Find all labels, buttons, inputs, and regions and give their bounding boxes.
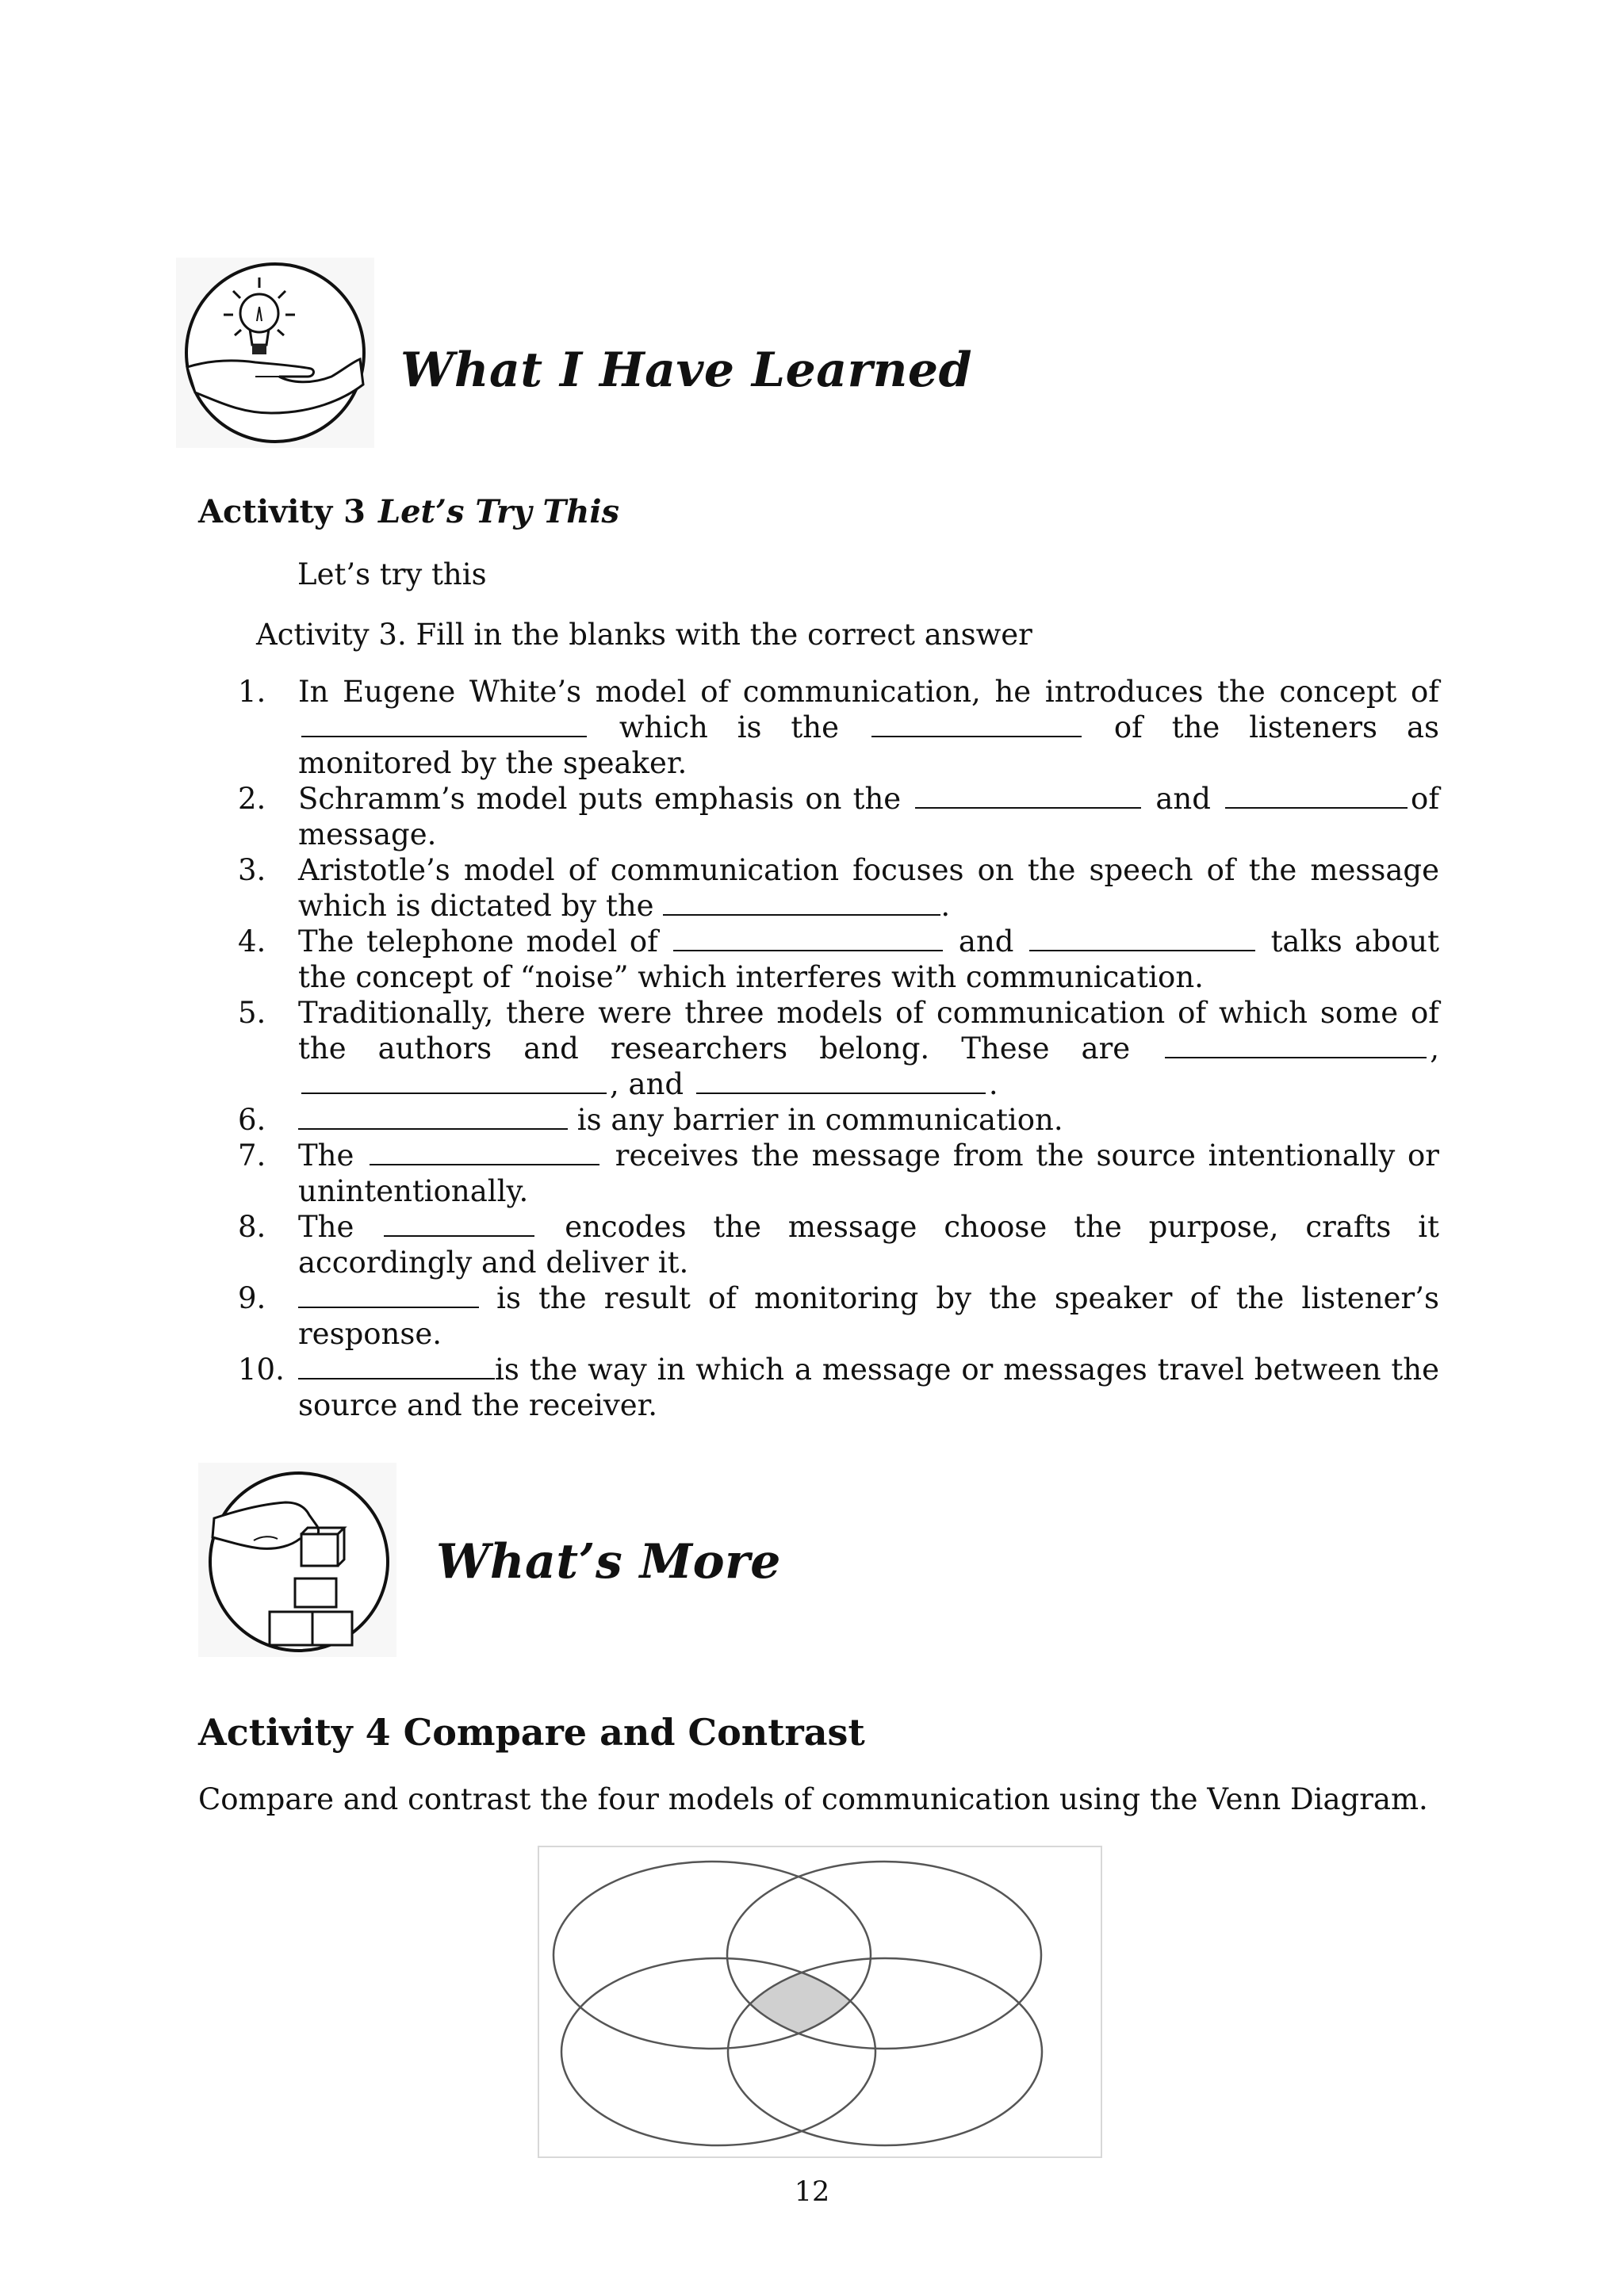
list-item: 4. The telephone model of and talks about the concept of “noise” which interferes with communication. [238,924,1439,994]
answer-blank[interactable] [298,1353,495,1380]
answer-blank[interactable] [301,710,587,737]
answer-blank[interactable] [915,782,1141,809]
answer-blank[interactable] [298,1103,568,1130]
list-item: 9. is the result of monitoring by the speaker of the listener’s response. [238,1281,1439,1351]
list-item: 3. Aristotle’s model of communication focuses on the speech of the message which is dictated by the . [238,853,1439,923]
section-title-learned: What I Have Learned [400,342,973,398]
venn-diagram [538,1846,1102,2161]
list-item: 1. In Eugene White’s model of communication, he introduces the concept of which is the of the listeners as monitored by the speaker. [238,675,1439,780]
answer-blank[interactable] [696,1067,986,1094]
activity-4-heading: Activity 4 Compare and Contrast [198,1711,865,1754]
activity-3-subtitle: Let’s Try This [377,493,620,530]
question-list [238,674,1439,1423]
activity-3-heading [198,493,619,530]
list-item: 8. The encodes the message choose the purpose, crafts it accordingly and deliver it. [238,1210,1439,1280]
answer-blank[interactable] [663,889,940,916]
answer-blank[interactable] [370,1138,599,1165]
list-item: 7. The receives the message from the source intentionally or unintentionally. [238,1138,1439,1208]
answer-blank[interactable] [298,1281,479,1308]
list-item: 10. is the way in which a message or messages travel between the source and the receiver. [238,1353,1439,1422]
answer-blank[interactable] [1029,924,1255,951]
activity-4-instruction: Compare and contrast the four models of communication using the Venn Diagram. [198,1782,1428,1816]
activity-3-intro: Let’s try this [297,557,487,591]
list-item: 5. Traditionally, there were three models of communication of which some of the authors and researchers belong. These are , , and . [238,996,1439,1101]
activity-3-label: Activity 3 [198,493,366,530]
answer-blank[interactable] [384,1210,534,1237]
answer-blank[interactable] [871,710,1082,737]
section-title-more: What’s More [436,1534,781,1590]
lightbulb-in-hand-icon [176,258,374,451]
page-number: 12 [794,2176,830,2208]
answer-blank[interactable] [301,1067,607,1094]
hand-stacking-blocks-icon [198,1463,396,1660]
list-item: 2. Schramm’s model puts emphasis on the and of message. [238,782,1440,851]
answer-blank[interactable] [673,924,943,951]
list-item: 6. is any barrier in communication. [238,1103,1063,1137]
answer-blank[interactable] [1225,782,1408,809]
activity-3-instruction: Activity 3. Fill in the blanks with the correct answer [256,618,1032,652]
answer-blank[interactable] [1165,1031,1427,1058]
